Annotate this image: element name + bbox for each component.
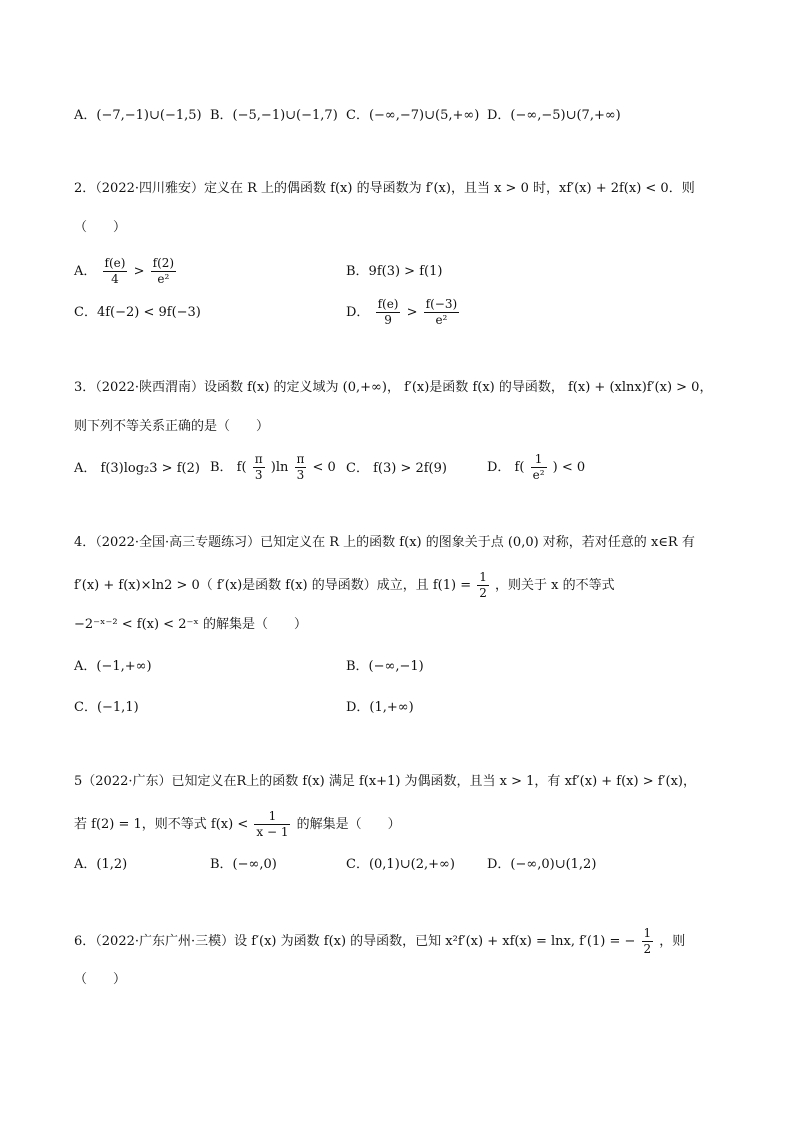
q5-stem: 5（2022·广东）已知定义在R上的函数 f(x) 满足 f(x+1) 为偶函数，且当 x > 1，有 xf′(x) + f(x) > f′(x)，	[74, 774, 696, 789]
text-part: f′(x) + f(x)×ln2 > 0（ f′(x)是函数 f(x) 的导函数）成立，且 f(1) =	[74, 578, 472, 593]
q3-option-d	[487, 452, 585, 483]
option-label: A．	[74, 264, 97, 279]
fraction	[376, 297, 401, 328]
fraction	[254, 809, 290, 840]
denominator: 4	[111, 272, 119, 286]
denominator: e²	[157, 272, 170, 286]
q4-stem: 4．（2022·全国·高三专题练习）已知定义在 R 上的函数 f(x) 的图象关于点 (0,0) 对称，若对任意的 x∈R 有	[74, 535, 695, 550]
numerator: f(e)	[377, 297, 399, 311]
q4-option-b: B．(−∞,−1)	[346, 659, 424, 674]
q4-stem-line2	[74, 570, 615, 601]
denominator: 3	[254, 468, 263, 482]
denominator: 2	[643, 942, 652, 956]
denominator: 2	[479, 586, 487, 600]
numerator: f(2)	[152, 256, 175, 270]
text-part: 若 f(2) = 1，则不等式 f(x) <	[74, 817, 249, 832]
numerator: f(e)	[104, 256, 126, 270]
denominator: 3	[296, 468, 305, 482]
q5-option-d: D．(−∞,0)∪(1,2)	[487, 857, 597, 872]
text-part: 的解集是（ ）	[296, 817, 401, 832]
q2-option-d	[346, 297, 461, 328]
q5-option-b: B．(−∞,0)	[210, 857, 277, 872]
q4-option-a: A．(−1,+∞)	[74, 659, 152, 674]
q6-paren: （ ）	[74, 972, 127, 987]
numerator: π	[296, 452, 305, 466]
denominator: 9	[384, 313, 392, 327]
q6-stem	[74, 926, 685, 957]
expression-part: ) < 0	[552, 460, 586, 475]
fraction	[295, 452, 307, 483]
fraction	[253, 452, 265, 483]
expression-part: )ln	[270, 460, 289, 475]
q2-option-a	[74, 256, 178, 287]
q1-option-b: B．(−5,−1)∪(−1,7)	[210, 108, 338, 123]
q3-option-a: A． f(3)log₂3 > f(2)	[74, 461, 200, 476]
q3-option-c: C． f(3) > 2f(9)	[346, 461, 447, 476]
fraction	[477, 570, 489, 601]
numerator: f(−3)	[425, 297, 458, 311]
q1-option-d: D．(−∞,−5)∪(7,+∞)	[487, 108, 621, 123]
q1-option-a: A．(−7,−1)∪(−1,5)	[74, 108, 202, 123]
numerator: 1	[479, 570, 487, 584]
q4-option-c: C．(−1,1)	[74, 700, 139, 715]
fraction	[151, 256, 176, 287]
text-part: ，则	[659, 934, 686, 949]
fraction	[424, 297, 460, 328]
q2-option-b: B．9f(3) > f(1)	[346, 264, 443, 279]
option-label: D．	[346, 305, 370, 320]
fraction	[531, 452, 547, 483]
fraction	[642, 926, 654, 957]
option-label: B． f(	[210, 460, 247, 475]
q5-option-a: A．(1,2)	[74, 857, 128, 872]
fraction	[103, 256, 128, 287]
option-label: D． f(	[487, 460, 525, 475]
q4-option-d: D．(1,+∞)	[346, 700, 414, 715]
denominator: e²	[435, 313, 448, 327]
numerator: π	[254, 452, 263, 466]
numerator: 1	[531, 452, 547, 468]
denominator: x − 1	[256, 825, 289, 839]
q3-stem-cont: 则下列不等关系正确的是（ ）	[74, 419, 270, 434]
q2-paren: （ ）	[74, 220, 127, 235]
q4-stem-line3: −2⁻ˣ⁻² < f(x) < 2⁻ˣ 的解集是（ ）	[74, 617, 307, 632]
denominator: e²	[532, 468, 545, 482]
numerator: 1	[643, 926, 652, 940]
q5-stem-line2	[74, 809, 401, 840]
numerator: 1	[254, 809, 290, 825]
text-part: ，则关于 x 的不等式	[495, 578, 615, 593]
text-part: 6．（2022·广东广州·三模）设 f′(x) 为函数 f(x) 的导函数，已知 x²f′(x) + xf(x) = lnx, f′(1) = −	[74, 934, 636, 949]
q1-option-c: C．(−∞,−7)∪(5,+∞)	[346, 108, 480, 123]
q2-option-c: C．4f(−2) < 9f(−3)	[74, 305, 201, 320]
expression-part: < 0	[312, 460, 336, 475]
q2-stem: 2．（2022·四川雅安）定义在 R 上的偶函数 f(x) 的导函数为 f′(x)，且当 x > 0 时，xf′(x) + 2f(x) < 0．则	[74, 181, 695, 196]
operator: >	[133, 264, 145, 279]
q5-option-c: C．(0,1)∪(2,+∞)	[346, 857, 455, 872]
q3-stem: 3．（2022·陕西渭南）设函数 f(x) 的定义域为 (0,+∞)， f′(x)是函数 f(x) 的导函数， f(x) + (xlnx)f′(x) > 0，	[74, 380, 713, 395]
operator: >	[406, 305, 418, 320]
q3-option-b	[210, 452, 336, 483]
